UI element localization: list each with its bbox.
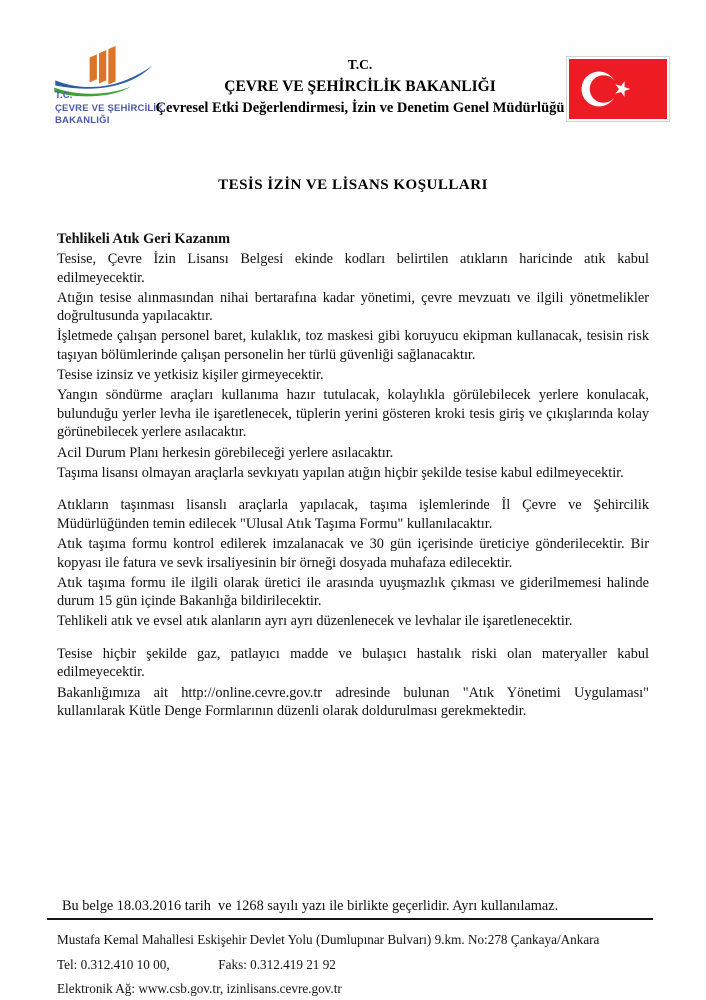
paragraph: Taşıma lisansı olmayan araçlarla sevkıyatı yapılan atığın hiçbir şekilde tesise kabul edilmeyecektir.	[57, 464, 624, 481]
paragraph: Atık taşıma formu kontrol edilerek imzalanacak ve 30 gün içerisinde üreticiye gönderilecektir. Bir kopyası ile fatura ve sevk irsaliyesinin bir örneği dosyada muhafaza edilecektir.	[57, 535, 649, 571]
paragraph: Tehlikeli atık ve evsel atık alanların ayrı ayrı düzenlenecek ve levhalar ile işaretlenecektir.	[57, 613, 573, 630]
document-footer	[57, 931, 657, 1000]
paragraph: Atık taşıma formu ile ilgili olarak üretici ile arasında uyuşmazlık çıkması ve giderilmemesi halinde durum 15 gün içinde Bakanlığa bildirilecektir.	[57, 574, 649, 610]
logo-caption-line2: ÇEVRE VE ŞEHİRCİLİK	[55, 102, 164, 114]
paragraph: Yangın söndürme araçları kullanıma hazır tutulacak, kolaylıkla görülebilecek yerlere konulacak, bulunduğu yerler levha ile işaretlenecek, tüplerin yerini gösteren kroki tesis giriş ve çıkışlarında kolay görünebilecek yerlere asılacaktır.	[57, 387, 649, 441]
footer-tel: Tel: 0.312.410 10 00,	[57, 956, 170, 972]
section-heading: Tehlikeli Atık Geri Kazanım	[57, 231, 231, 247]
letterhead-state: T.C.	[347, 57, 373, 72]
document-body	[57, 230, 649, 722]
footer-address: Mustafa Kemal Mahallesi Eskişehir Devlet Yolu (Dumlupınar Bulvarı) 9.km. No:278 Çankaya/Ankara	[57, 932, 600, 947]
footer-fax: Faks: 0.312.419 21 92	[218, 956, 336, 972]
paragraph: Bakanlığımıza ait http://online.cevre.gov.tr adresinde bulunan "Atık Yönetimi Uygulaması" kullanılarak Kütle Denge Formlarının düzenli olarak doldurulması gerekmektedir.	[57, 684, 649, 720]
letterhead	[145, 57, 575, 117]
paragraph: Acil Durum Planı herkesin görebileceği yerlere asılacaktır.	[57, 444, 394, 461]
paragraph: Tesise, Çevre İzin Lisansı Belgesi ekinde kodları belirtilen atıkların haricinde atık kabul edilmeyecektir.	[57, 251, 649, 286]
footer-web: Elektronik Ağ: www.csb.gov.tr, izinlisans.cevre.gov.tr	[57, 981, 342, 996]
logo-caption-line1: T.C.	[55, 90, 73, 101]
paragraph: İşletmede çalışan personel baret, kulaklık, toz maskesi gibi koruyucu ekipman kullanacak, tesisin risk taşıyan bölümlerinde çalışan personelin her türlü güvenliği sağlanacaktır.	[57, 328, 649, 364]
turkish-flag-icon	[566, 56, 670, 122]
paragraph: Atığın tesise alınmasından nihai bertarafına kadar yönetimi, çevre mevzuatı ve ilgili yönetmelikler doğrultusunda yapılacaktır.	[57, 289, 649, 325]
footer-phone-row	[57, 956, 657, 973]
letterhead-directorate: Çevresel Etki Değerlendirmesi, İzin ve Denetim Genel Müdürlüğü	[155, 100, 565, 116]
page-title: TESİS İZİN VE LİSANS KOŞULLARI	[218, 177, 488, 193]
letterhead-ministry: ÇEVRE VE ŞEHİRCİLİK BAKANLIĞI	[224, 78, 496, 95]
logo-caption-line3: BAKANLIĞI	[55, 115, 110, 126]
validity-note: Bu belge 18.03.2016 tarih ve 1268 sayılı yazı ile birlikte geçerlidir. Ayrı kullanılamaz.	[47, 898, 653, 920]
paragraph: Atıkların taşınması lisanslı araçlarla yapılacak, taşıma işlemlerinde İl Çevre ve Şehircilik Müdürlüğünden temin edilecek "Ulusal Atık Taşıma Formu" kullanılacaktır.	[57, 497, 649, 532]
paragraph: Tesise hiçbir şekilde gaz, patlayıcı madde ve bulaşıcı hastalık riski olan materyaller kabul edilmeyecektir.	[57, 645, 649, 681]
paragraph: Tesise izinsiz ve yetkisiz kişiler girmeyecektir.	[57, 367, 324, 384]
